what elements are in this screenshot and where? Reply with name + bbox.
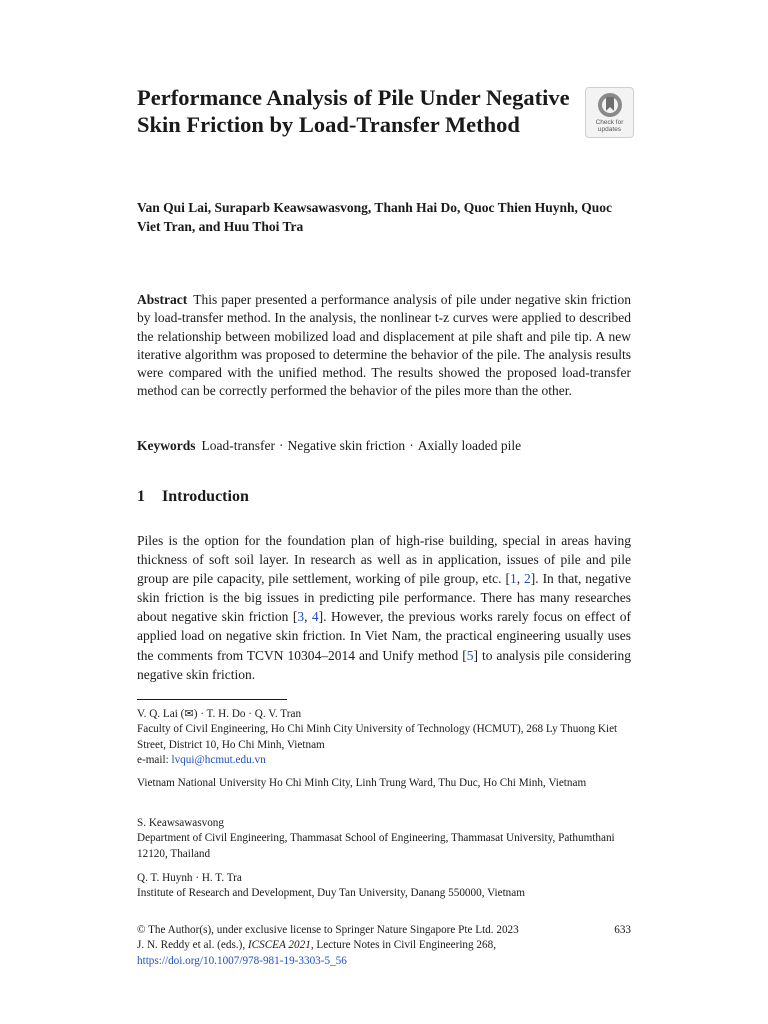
editors-text: J. N. Reddy et al. (eds.), [137, 939, 248, 952]
intro-text: Piles is the option for the foundation plan of high-rise building, special in areas having thickness of soft soil layer. In research as well as in application, issues of pile and pile group are pile capacity, pile settlement, working of pile group, etc. [ [137, 533, 631, 587]
author-list: Van Qui Lai, Suraparb Keawsawasvong, Thanh Hai Do, Quoc Thien Huynh, Quoc Viet Tran, and Huu Thoi Tra [137, 200, 613, 234]
section-number: 1 [137, 488, 145, 505]
intro-text: , [516, 571, 525, 587]
copyright-footer [137, 923, 597, 969]
email-label: e-mail: [137, 753, 172, 766]
doi-link[interactable]: https://doi.org/10.1007/978-981-19-3303-5_56 [137, 954, 347, 967]
keyword-item: Axially loaded pile [417, 438, 522, 453]
series-text: , Lecture Notes in Civil Engineering 268, [310, 939, 496, 952]
abstract-text: This paper presented a performance analysis of pile under negative skin friction by load-transfer method. In the analysis, the nonlinear t-z curves were applied to described the relationship between mobilized load and displacement at pile shaft and pile tip. A new iterative algorithm was proposed to determine the behavior of the pile. The analysis results were compared with the unified method. The results showed the proposed load-transfer method can be correctly performed the behavior of the piles more than the other. [137, 292, 631, 399]
keyword-separator: · [409, 438, 414, 453]
keywords [137, 437, 631, 455]
affiliation-department: Vietnam National University Ho Chi Minh City, Linh Trung Ward, Thu Duc, Ho Chi Minh, Vietnam [137, 777, 587, 789]
affiliation-names: Q. T. Huynh · H. T. Tra [137, 872, 242, 884]
page-number: 633 [614, 924, 631, 936]
citation-link[interactable]: 3 [297, 609, 305, 625]
intro-text: ]. In that, negative skin friction is the big issues in predicting pile performance. There has many researches about negative skin friction [ [137, 571, 632, 625]
intro-text: ]. However, the previous works rarely focus on effect of applied load on negative skin friction. In Viet Nam, the practical engineering usually uses the comments from TCVN 10304–2014 and Unify method [ [137, 609, 631, 663]
affiliation-department: Institute of Research and Development, Duy Tan University, Danang 550000, Vietnam [137, 887, 525, 900]
keyword-item: Negative skin friction [287, 438, 406, 453]
affiliation-block [137, 707, 631, 768]
keywords-label: Keywords [137, 438, 196, 453]
keyword-separator: · [278, 438, 284, 453]
keyword-item: Load-transfer [201, 438, 275, 453]
citation-link[interactable]: 1 [509, 571, 517, 587]
affiliation-department: Faculty of Civil Engineering, Ho Chi Minh City University of Technology (HCMUT), 268 Ly Thuong Kiet Street, District 10, Ho Chi Minh, Vietnam [137, 723, 618, 751]
check-for-updates-badge[interactable] [585, 87, 634, 138]
section-heading [137, 487, 631, 507]
abstract-label: Abstract [137, 292, 188, 307]
footnote-divider [137, 699, 287, 700]
citation-link[interactable]: 5 [466, 647, 474, 663]
affiliation-department: Department of Civil Engineering, Thammasat School of Engineering, Thammasat University, Pathumthani 12120, Thailand [137, 832, 615, 860]
intro-text: ] to analysis pile considering negative skin friction. [137, 647, 631, 682]
affiliation-block [137, 871, 631, 902]
abstract [137, 291, 631, 401]
affiliation-names: V. Q. Lai (✉) · T. H. Do · Q. V. Tran [137, 708, 302, 720]
crossmark-icon [597, 92, 623, 118]
series-italic: ICSCEA 2021 [247, 939, 311, 952]
badge-label: Check for updates [595, 119, 624, 133]
section-title: Introduction [162, 488, 249, 505]
affiliation-block [137, 816, 631, 862]
citation-link[interactable]: 2 [524, 571, 531, 587]
affiliation-block [137, 776, 631, 791]
intro-text: , [304, 609, 312, 625]
paper-title: Performance Analysis of Pile Under Negative Skin Friction by Load-Transfer Method [137, 85, 570, 137]
email-link[interactable]: lvqui@hcmut.edu.vn [171, 753, 266, 766]
introduction-paragraph [137, 531, 631, 684]
affiliation-names: S. Keawsawasvong [137, 817, 224, 829]
citation-link[interactable]: 4 [311, 609, 319, 625]
license-text: © The Author(s), under exclusive license to Springer Nature Singapore Pte Ltd. 2023 [137, 924, 519, 936]
